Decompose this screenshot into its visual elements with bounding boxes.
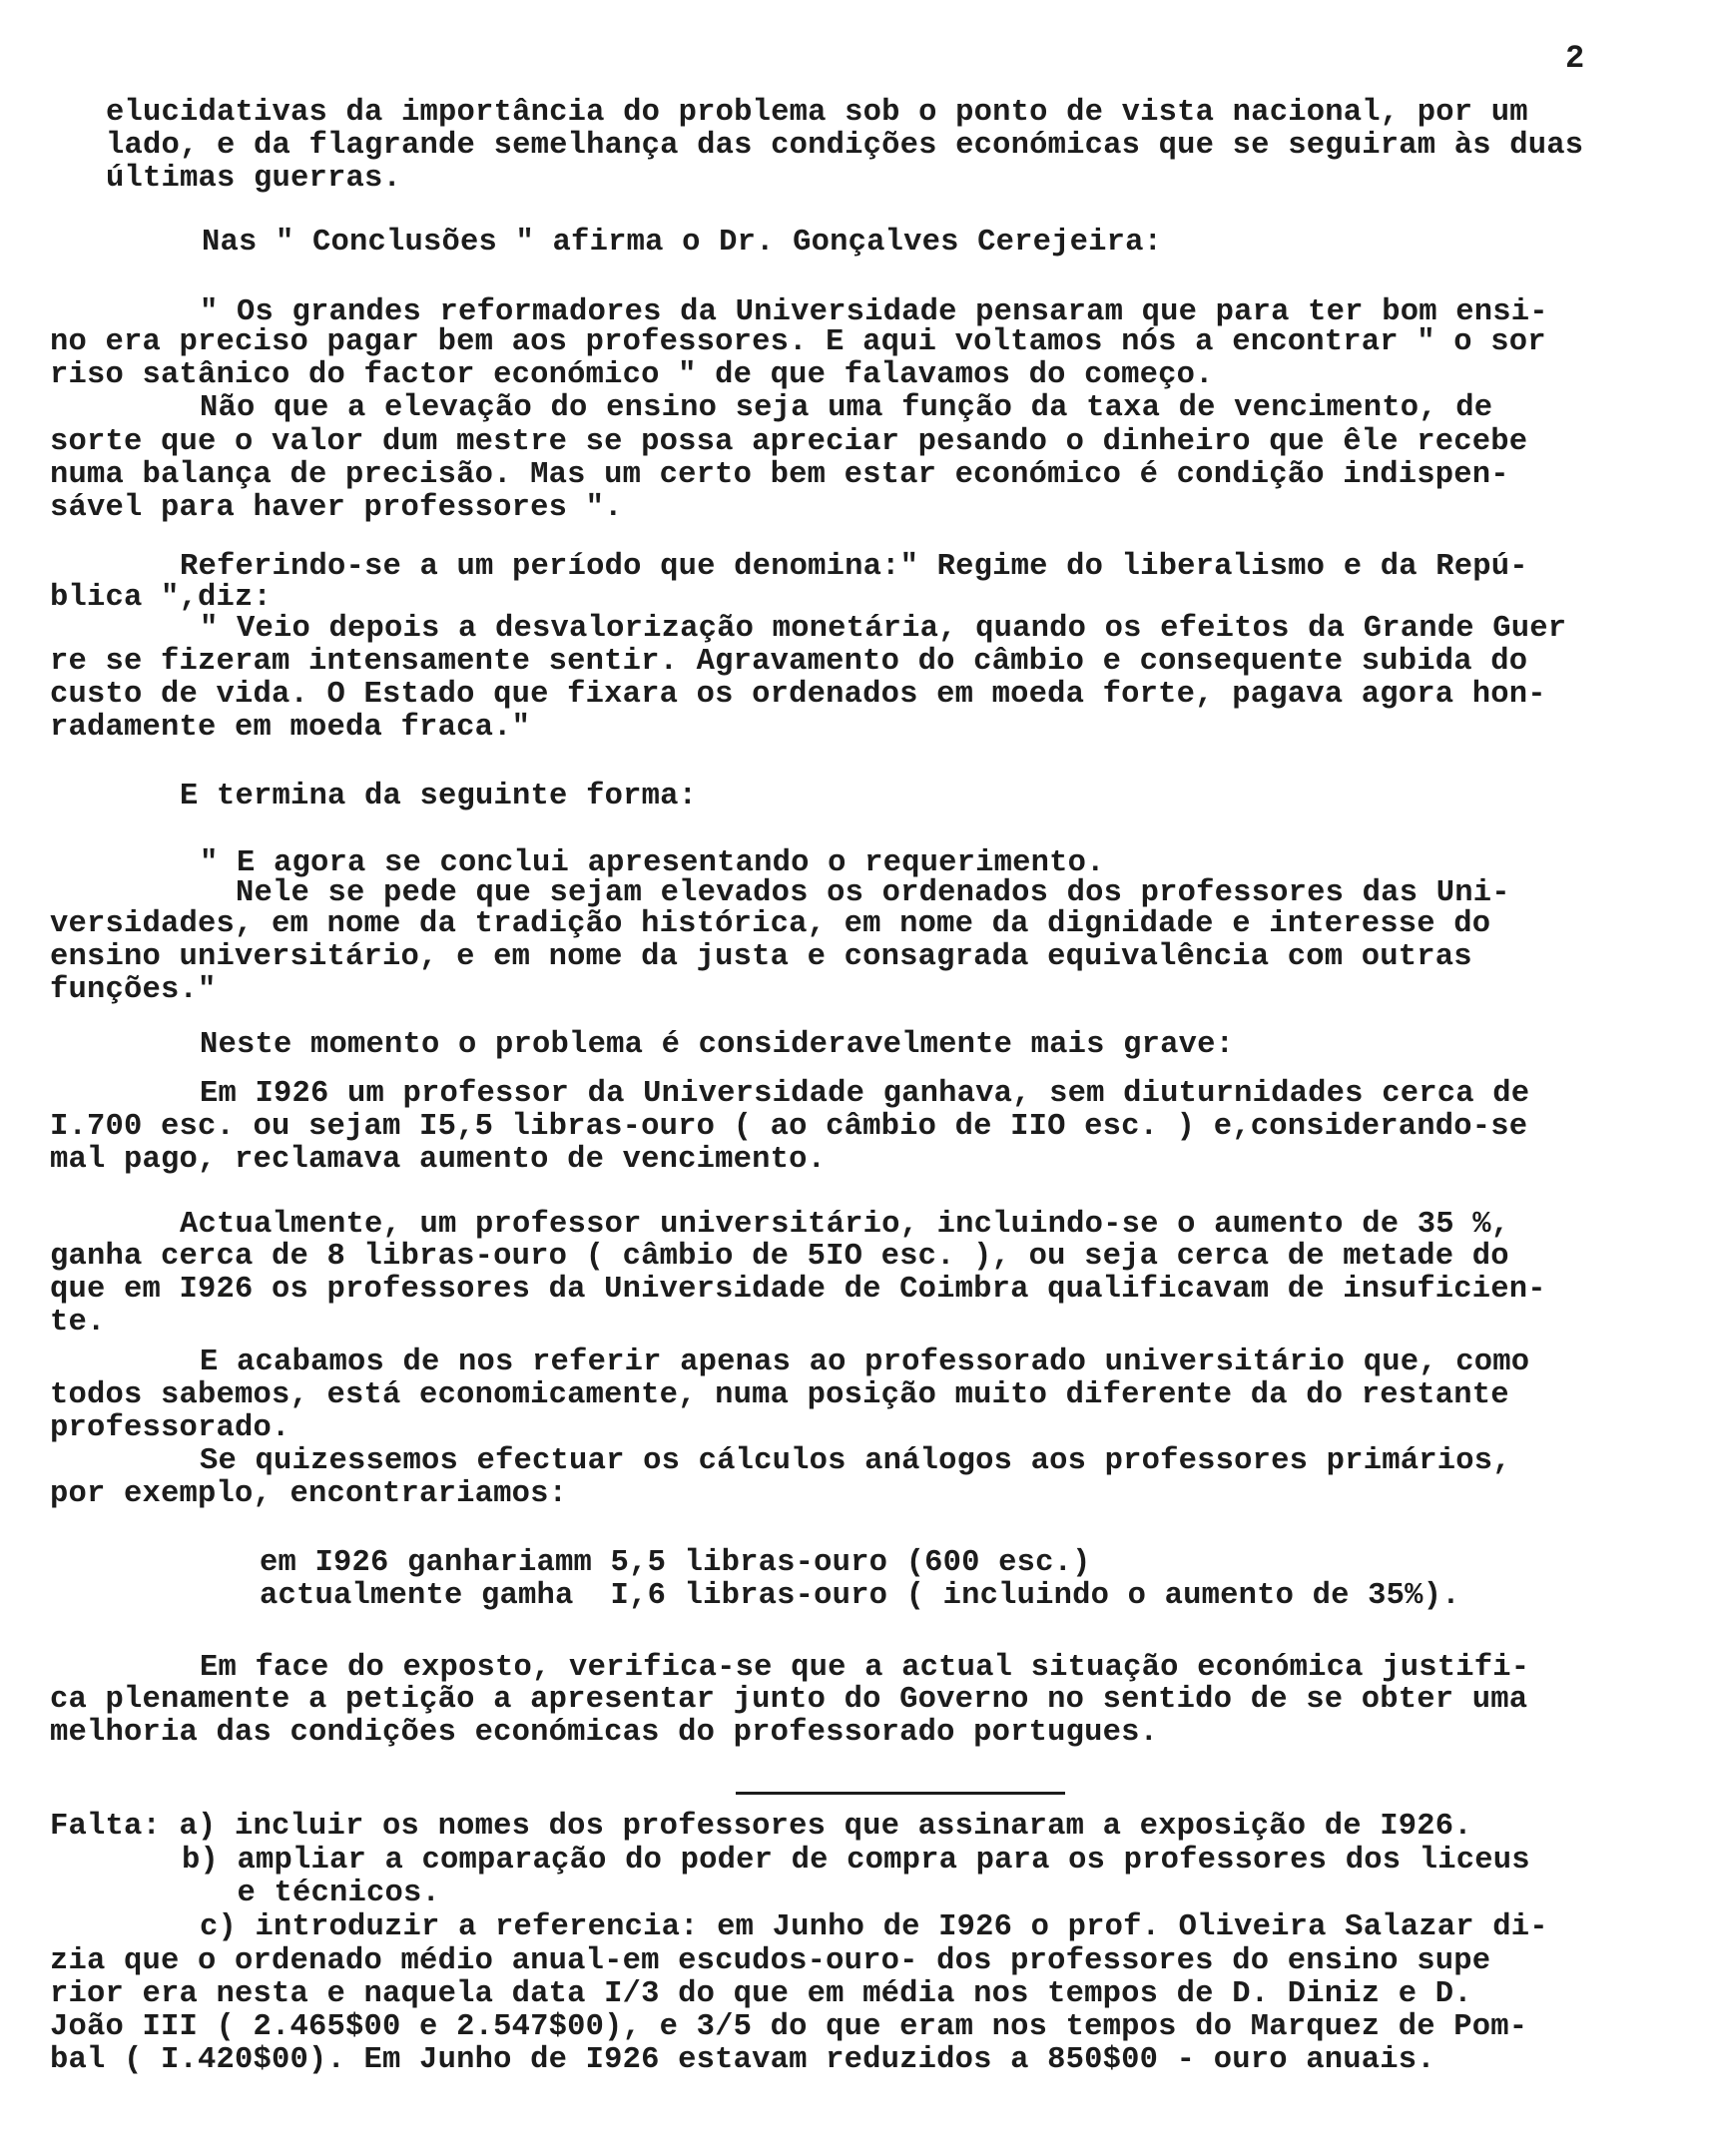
text-line: radamente em moeda fraca." — [50, 711, 531, 745]
text-line: no era preciso pagar bem aos professores. E aqui voltamos nós a encontrar " o sor — [50, 325, 1546, 359]
text-line: que em I926 os professores da Universidade de Coimbra qualificavam de insuficien- — [50, 1273, 1546, 1307]
text-line: zia que o ordenado médio anual-em escudos-ouro- dos professores do ensino supe — [50, 1944, 1491, 1978]
text-line: c) introduzir a referencia: em Junho de I926 o prof. Oliveira Salazar di- — [200, 1910, 1548, 1944]
text-line: versidades, em nome da tradição histórica, em nome da dignidade e interesse do — [50, 907, 1491, 941]
text-line: melhoria das condições económicas do professorado portugues. — [50, 1716, 1159, 1750]
text-line: funções." — [50, 973, 217, 1007]
text-line: Nele se pede que sejam elevados os ordenados dos professores das Uni- — [236, 876, 1510, 910]
text-line: professorado. — [50, 1411, 290, 1445]
text-line: sável para haver professores ". — [50, 491, 623, 525]
text-line: E termina da seguinte forma: — [180, 780, 698, 813]
text-line: E acabamos de nos referir apenas ao professorado universitário que, como — [200, 1346, 1530, 1379]
text-line: ca plenamente a petição a apresentar junto do Governo no sentido de se obter uma — [50, 1683, 1528, 1717]
text-line: custo de vida. O Estado que fixara os ordenados em moeda forte, pagava agora hon- — [50, 678, 1546, 712]
text-line: Falta: a) incluir os nomes dos professores que assinaram a exposição de I926. — [50, 1810, 1472, 1844]
text-line: por exemplo, encontrariamos: — [50, 1477, 568, 1511]
text-line: Em face do exposto, verifica-se que a actual situação económica justifi- — [200, 1651, 1530, 1685]
text-line: re se fizeram intensamente sentir. Agravamento do câmbio e consequente subida do — [50, 645, 1528, 679]
horizontal-separator — [736, 1792, 1065, 1795]
text-line: actualmente gamha I,6 libras-ouro ( incluindo o aumento de 35%). — [260, 1579, 1460, 1613]
text-line: em I926 ganhariamm 5,5 libras-ouro (600 esc.) — [260, 1546, 1091, 1580]
page-number: 2 — [1565, 40, 1585, 77]
text-line: Referindo-se a um período que denomina:" Regime do liberalismo e da Repú- — [180, 550, 1528, 584]
text-line: últimas guerras. — [106, 162, 402, 196]
text-line: mal pago, reclamava aumento de vencimento. — [50, 1143, 827, 1177]
text-line: riso satânico do factor económico " de que falavamos do começo. — [50, 358, 1214, 392]
text-line: bal ( I.420$00). Em Junho de I926 estavam reduzidos a 850$00 - ouro anuais. — [50, 2043, 1435, 2077]
text-line: ganha cerca de 8 libras-ouro ( câmbio de 5IO esc. ), ou seja cerca de metade do — [50, 1240, 1509, 1274]
text-line: " Veio depois a desvalorização monetária, quando os efeitos da Grande Guer — [200, 612, 1567, 646]
text-line: Não que a elevação do ensino seja uma função da taxa de vencimento, de — [200, 391, 1493, 425]
text-line: todos sabemos, está economicamente, numa posição muito diferente da do restante — [50, 1378, 1509, 1412]
text-line: " Os grandes reformadores da Universidade pensaram que para ter bom ensi- — [200, 295, 1548, 329]
text-line: ensino universitário, e em nome da justa e consagrada equivalência com outras — [50, 940, 1472, 974]
text-line: e técnicos. — [182, 1877, 441, 1910]
text-line: lado, e da flagrande semelhança das condições económicas que se seguiram às duas — [106, 129, 1584, 163]
text-line: te. — [50, 1306, 106, 1340]
text-line: " E agora se conclui apresentando o requerimento. — [200, 846, 1105, 880]
text-line: Se quizessemos efectuar os cálculos análogos aos professores primários, — [200, 1444, 1511, 1478]
text-line: numa balança de precisão. Mas um certo bem estar económico é condição indispen- — [50, 458, 1509, 492]
text-line: blica ",diz: — [50, 581, 273, 615]
text-line: sorte que o valor dum mestre se possa apreciar pesando o dinheiro que êle recebe — [50, 425, 1528, 459]
text-line: I.700 esc. ou sejam I5,5 libras-ouro ( ao câmbio de IIO esc. ) e,considerando-se — [50, 1110, 1528, 1144]
text-line: Nas " Conclusões " afirma o Dr. Gonçalves Cerejeira: — [202, 226, 1163, 260]
text-line: João III ( 2.465$00 e 2.547$00), e 3/5 do que eram nos tempos do Marquez de Pom- — [50, 2010, 1528, 2044]
text-line: b) ampliar a comparação do poder de compra para os professores dos liceus — [182, 1844, 1530, 1878]
text-line: Actualmente, um professor universitário, incluindo-se o aumento de 35 %, — [180, 1208, 1510, 1242]
text-line: rior era nesta e naquela data I/3 do que em média nos tempos de D. Diniz e D. — [50, 1977, 1472, 2011]
text-line: Neste momento o problema é consideravelmente mais grave: — [200, 1028, 1235, 1062]
text-line: elucidativas da importância do problema sob o ponto de vista nacional, por um — [106, 96, 1528, 130]
text-line: Em I926 um professor da Universidade ganhava, sem diuturnidades cerca de — [200, 1077, 1530, 1111]
